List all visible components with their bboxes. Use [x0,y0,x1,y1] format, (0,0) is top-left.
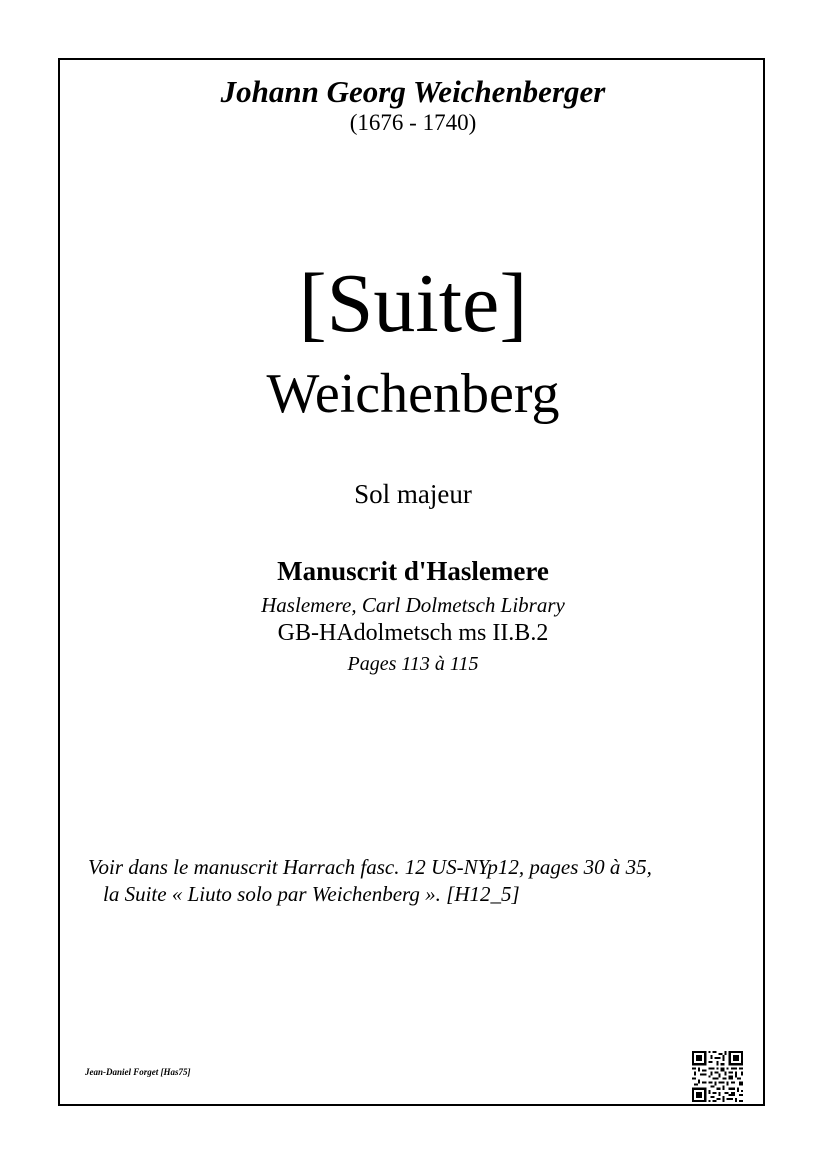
work-subtitle: Weichenberg [266,363,560,425]
work-title: [Suite] [298,257,528,350]
composer-dates: (1676 - 1740) [349,110,477,135]
source-library: Haslemere, Carl Dolmetsch Library [261,593,565,617]
source-pages: Pages 113 à 115 [347,653,479,675]
work-key: Sol majeur [354,479,472,509]
note-line-2: la Suite « Liuto solo par Weichenberg ». [H12_5] [103,882,520,906]
source-shelfmark: GB-HAdolmetsch ms II.B.2 [277,620,549,646]
composer-name: Johann Georg Weichenberger [220,74,606,109]
note-line-1: Voir dans le manuscrit Harrach fasc. 12 US-NYp12, pages 30 à 35, [88,855,652,879]
qr-code-icon [692,1051,743,1102]
source-name: Manuscrit d'Haslemere [277,556,549,586]
editor-credit: Jean-Daniel Forget [Has75] [85,1067,191,1077]
